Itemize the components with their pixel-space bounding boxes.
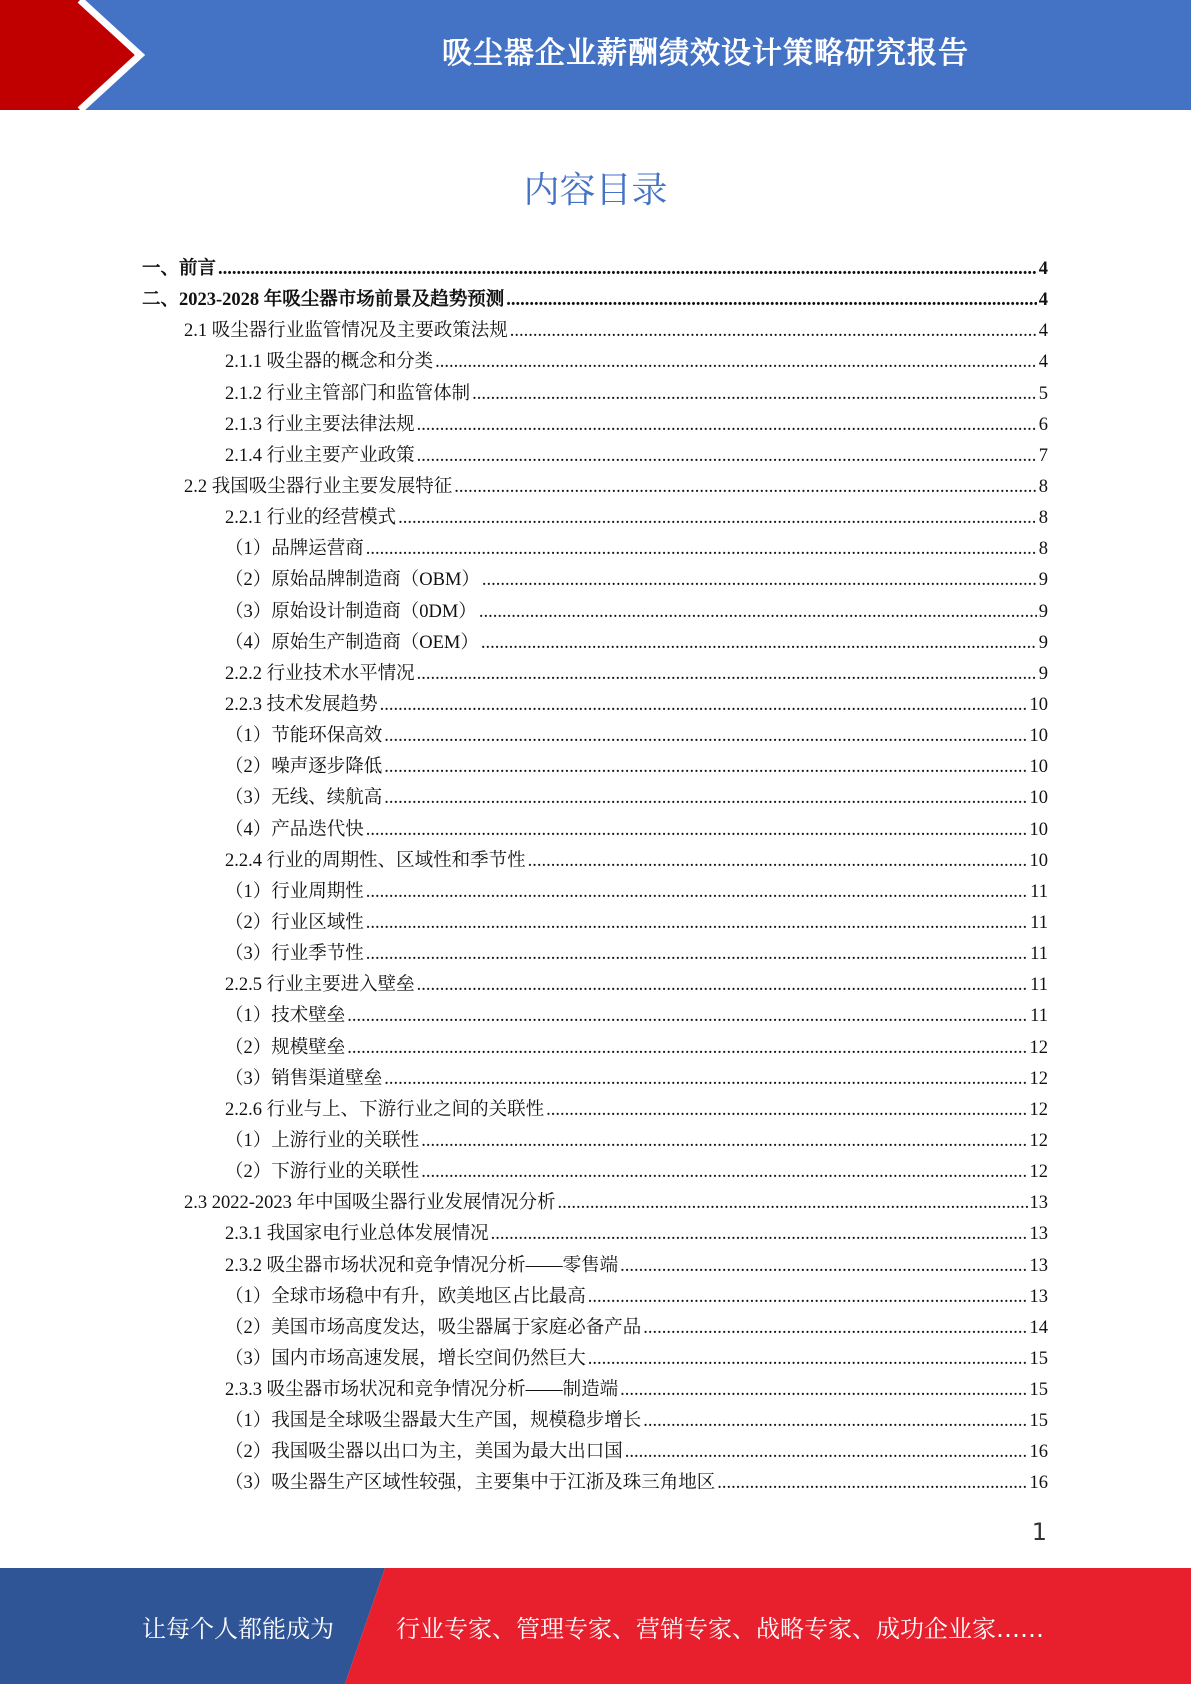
- toc-entry-page: 15: [1029, 1348, 1048, 1369]
- toc-entry-page: 10: [1029, 850, 1048, 871]
- toc-entry[interactable]: [142, 908, 1048, 939]
- toc-entry-label: （2）原始品牌制造商（OBM）: [225, 570, 480, 591]
- toc-entry-page: 5: [1038, 383, 1048, 404]
- toc-entry[interactable]: [142, 877, 1048, 908]
- toc-entry-label: 2.3.3 吸尘器市场状况和竞争情况分析——制造端: [225, 1380, 619, 1401]
- toc-entry[interactable]: [142, 1064, 1048, 1095]
- toc-entry-page: 8: [1038, 539, 1048, 560]
- toc-dot-leader: [366, 534, 1037, 565]
- report-title: 吸尘器企业薪酬绩效设计策略研究报告: [442, 36, 969, 71]
- toc-entry[interactable]: [142, 472, 1048, 503]
- toc-dot-leader: [620, 1251, 1027, 1282]
- toc-entry-label: （2）行业区域性: [225, 912, 364, 933]
- toc-entry[interactable]: [142, 565, 1048, 596]
- toc-entry-label: 2.1.2 行业主管部门和监管体制: [225, 383, 471, 404]
- toc-entry[interactable]: [142, 410, 1048, 441]
- toc-dot-leader: [417, 970, 1029, 1001]
- toc-dot-leader: [366, 939, 1028, 970]
- toc-entry-label: （1）节能环保高效: [225, 726, 383, 747]
- toc-dot-leader: [347, 1033, 1027, 1064]
- toc-entry-page: 11: [1030, 912, 1048, 933]
- toc-entry-label: 2.3.1 我国家电行业总体发展情况: [225, 1224, 489, 1245]
- toc-entry[interactable]: [142, 379, 1048, 410]
- toc-entry-page: 9: [1038, 601, 1048, 622]
- toc-dot-leader: [625, 1437, 1028, 1468]
- page-header: [0, 0, 1191, 110]
- toc-dot-leader: [421, 1157, 1027, 1188]
- toc-entry-label: 2.1.3 行业主要法律法规: [225, 414, 415, 435]
- toc-entry-page: 11: [1030, 975, 1048, 996]
- toc-dot-leader: [384, 783, 1027, 814]
- toc-entry[interactable]: [142, 628, 1048, 659]
- toc-entry[interactable]: [142, 1157, 1048, 1188]
- toc-entry[interactable]: [142, 690, 1048, 721]
- toc-dot-leader: [417, 410, 1037, 441]
- toc-entry[interactable]: [142, 1126, 1048, 1157]
- toc-entry[interactable]: [142, 783, 1048, 814]
- toc-entry-page: 10: [1029, 788, 1048, 809]
- toc-dot-leader: [479, 597, 1037, 628]
- toc-entry-page: 14: [1029, 1317, 1048, 1338]
- toc-entry[interactable]: [142, 1188, 1048, 1219]
- toc-dot-leader: [481, 628, 1037, 659]
- toc-entry[interactable]: [142, 1468, 1048, 1499]
- toc-entry-label: （3）行业季节性: [225, 944, 364, 965]
- toc-entry[interactable]: [142, 659, 1048, 690]
- toc-entry-label: （1）我国是全球吸尘器最大生产国，规模稳步增长: [225, 1411, 642, 1432]
- toc-entry[interactable]: [142, 752, 1048, 783]
- toc-entry-page: 15: [1029, 1411, 1048, 1432]
- toc-entry-page: 12: [1029, 1130, 1048, 1151]
- toc-entry-page: 7: [1038, 445, 1048, 466]
- toc-dot-leader: [380, 690, 1028, 721]
- toc-entry[interactable]: [142, 1375, 1048, 1406]
- toc-entry[interactable]: [142, 1095, 1048, 1126]
- toc-dot-leader: [384, 1064, 1027, 1095]
- toc-dot-leader: [218, 254, 1037, 285]
- toc-entry-page: 16: [1029, 1473, 1048, 1494]
- toc-entry[interactable]: [142, 1344, 1048, 1375]
- toc-entry-page: 8: [1038, 476, 1048, 497]
- toc-entry-page: 10: [1029, 726, 1048, 747]
- toc-entry-label: 2.1.1 吸尘器的概念和分类: [225, 352, 434, 373]
- toc-entry-label: （2）美国市场高度发达，吸尘器属于家庭必备产品: [225, 1317, 642, 1338]
- table-of-contents: [142, 254, 1048, 1500]
- toc-dot-leader: [643, 1406, 1027, 1437]
- toc-entry-label: （2）规模壁垒: [225, 1037, 346, 1058]
- toc-entry[interactable]: [142, 939, 1048, 970]
- toc-dot-leader: [717, 1468, 1027, 1499]
- toc-entry-label: 2.2.1 行业的经营模式: [225, 508, 397, 529]
- toc-entry-label: （1）上游行业的关联性: [225, 1130, 420, 1151]
- toc-entry-page: 4: [1038, 259, 1048, 279]
- toc-entry[interactable]: [142, 1313, 1048, 1344]
- toc-dot-leader: [384, 721, 1027, 752]
- toc-entry-label: （1）行业周期性: [225, 881, 364, 902]
- toc-dot-leader: [417, 441, 1037, 472]
- toc-entry[interactable]: [142, 815, 1048, 846]
- toc-entry-label: 2.2.2 行业技术水平情况: [225, 663, 415, 684]
- toc-entry-page: 10: [1029, 694, 1048, 715]
- toc-entry-page: 11: [1030, 944, 1048, 965]
- toc-dot-leader: [417, 659, 1037, 690]
- toc-dot-leader: [347, 1001, 1028, 1032]
- toc-dot-leader: [482, 565, 1037, 596]
- toc-entry-page: 6: [1038, 414, 1048, 435]
- toc-entry-label: 2.3 2022-2023 年中国吸尘器行业发展情况分析: [184, 1193, 556, 1214]
- toc-entry-page: 13: [1029, 1255, 1048, 1276]
- toc-entry[interactable]: [142, 1437, 1048, 1468]
- toc-entry-page: 8: [1038, 508, 1048, 529]
- toc-dot-leader: [588, 1282, 1028, 1313]
- toc-dot-leader: [421, 1126, 1027, 1157]
- toc-entry-page: 12: [1029, 1099, 1048, 1120]
- toc-dot-leader: [588, 1344, 1028, 1375]
- toc-entry[interactable]: [142, 1219, 1048, 1250]
- page-footer: [0, 1568, 1191, 1684]
- toc-entry-label: （2）我国吸尘器以出口为主，美国为最大出口国: [225, 1442, 623, 1463]
- toc-entry-page: 4: [1038, 290, 1048, 311]
- toc-dot-leader: [506, 285, 1036, 316]
- toc-entry-label: （1）全球市场稳中有升，欧美地区占比最高: [225, 1286, 586, 1307]
- toc-entry-label: （4）产品迭代快: [225, 819, 364, 840]
- toc-entry-page: 15: [1029, 1380, 1048, 1401]
- toc-entry-label: （2）噪声逐步降低: [225, 757, 383, 778]
- toc-entry-label: 2.1.4 行业主要产业政策: [225, 445, 415, 466]
- toc-entry[interactable]: [142, 1406, 1048, 1437]
- toc-entry-label: （3）无线、续航高: [225, 788, 383, 809]
- toc-entry[interactable]: [142, 347, 1048, 378]
- toc-dot-leader: [546, 1095, 1027, 1126]
- toc-dot-leader: [491, 1219, 1028, 1250]
- toc-heading: 内容目录: [523, 170, 668, 211]
- toc-entry-label: 一、前言: [142, 259, 217, 279]
- toc-entry[interactable]: [142, 254, 1048, 285]
- toc-entry[interactable]: [142, 1282, 1048, 1313]
- toc-entry-page: 12: [1029, 1068, 1048, 1089]
- toc-entry-label: 2.2.6 行业与上、下游行业之间的关联性: [225, 1099, 545, 1120]
- toc-dot-leader: [435, 347, 1037, 378]
- toc-entry[interactable]: [142, 1251, 1048, 1282]
- toc-entry[interactable]: [142, 534, 1048, 565]
- toc-entry[interactable]: [142, 1001, 1048, 1032]
- toc-entry[interactable]: [142, 846, 1048, 877]
- toc-entry-label: （3）吸尘器生产区域性较强，主要集中于江浙及珠三角地区: [225, 1473, 716, 1494]
- toc-entry[interactable]: [142, 597, 1048, 628]
- toc-entry-label: （3）国内市场高速发展，增长空间仍然巨大: [225, 1348, 586, 1369]
- toc-entry-label: （3）原始设计制造商（0DM）: [225, 601, 477, 622]
- toc-entry-label: 2.2.3 技术发展趋势: [225, 694, 378, 715]
- toc-entry-page: 12: [1029, 1037, 1048, 1058]
- toc-entry-page: 13: [1029, 1286, 1048, 1307]
- toc-dot-leader: [510, 316, 1037, 347]
- toc-dot-leader: [643, 1313, 1027, 1344]
- footer-slogan-left: 让每个人都能成为: [142, 1614, 334, 1643]
- toc-dot-leader: [384, 752, 1027, 783]
- toc-entry-label: 2.1 吸尘器行业监管情况及主要政策法规: [184, 321, 508, 342]
- toc-entry-page: 9: [1038, 632, 1048, 653]
- toc-entry-page: 4: [1038, 352, 1048, 373]
- toc-entry-label: 2.2.5 行业主要进入壁垒: [225, 975, 415, 996]
- toc-entry[interactable]: [142, 503, 1048, 534]
- toc-entry-page: 10: [1029, 819, 1048, 840]
- toc-dot-leader: [366, 908, 1028, 939]
- toc-dot-leader: [454, 472, 1036, 503]
- toc-entry[interactable]: [142, 316, 1048, 347]
- toc-entry-page: 11: [1030, 881, 1048, 902]
- toc-entry-page: 12: [1029, 1162, 1048, 1183]
- toc-entry-label: 2.2 我国吸尘器行业主要发展特征: [184, 476, 453, 497]
- toc-entry-page: 11: [1030, 1006, 1048, 1027]
- toc-dot-leader: [366, 877, 1028, 908]
- toc-entry-label: （3）销售渠道壁垒: [225, 1068, 383, 1089]
- toc-entry-page: 10: [1029, 757, 1048, 778]
- footer-slogan-right: 行业专家、管理专家、营销专家、战略专家、成功企业家……: [396, 1614, 1044, 1643]
- toc-entry-page: 16: [1029, 1442, 1048, 1463]
- toc-entry-label: 2.2.4 行业的周期性、区域性和季节性: [225, 850, 526, 871]
- toc-entry-page: 13: [1029, 1224, 1048, 1245]
- toc-dot-leader: [366, 815, 1028, 846]
- toc-entry[interactable]: [142, 970, 1048, 1001]
- toc-entry-page: 13: [1029, 1193, 1048, 1214]
- toc-entry[interactable]: [142, 721, 1048, 752]
- toc-entry-label: 二、2023-2028 年吸尘器市场前景及趋势预测: [142, 290, 505, 311]
- toc-entry-label: （4）原始生产制造商（OEM）: [225, 632, 479, 653]
- toc-dot-leader: [472, 379, 1037, 410]
- toc-entry-page: 9: [1038, 663, 1048, 684]
- toc-entry-label: 2.3.2 吸尘器市场状况和竞争情况分析——零售端: [225, 1255, 619, 1276]
- toc-entry[interactable]: [142, 441, 1048, 472]
- toc-entry[interactable]: [142, 1033, 1048, 1064]
- toc-dot-leader: [528, 846, 1028, 877]
- toc-entry-page: 9: [1038, 570, 1048, 591]
- toc-entry-label: （2）下游行业的关联性: [225, 1162, 420, 1183]
- toc-entry[interactable]: [142, 285, 1048, 316]
- toc-entry-page: 4: [1038, 321, 1048, 342]
- header-arrow-decoration: [0, 0, 220, 110]
- page-number: 1: [1031, 1518, 1047, 1546]
- toc-entry-label: （1）技术壁垒: [225, 1006, 346, 1027]
- toc-dot-leader: [558, 1188, 1028, 1219]
- toc-dot-leader: [620, 1375, 1027, 1406]
- toc-entry-label: （1）品牌运营商: [225, 539, 364, 560]
- toc-dot-leader: [398, 503, 1037, 534]
